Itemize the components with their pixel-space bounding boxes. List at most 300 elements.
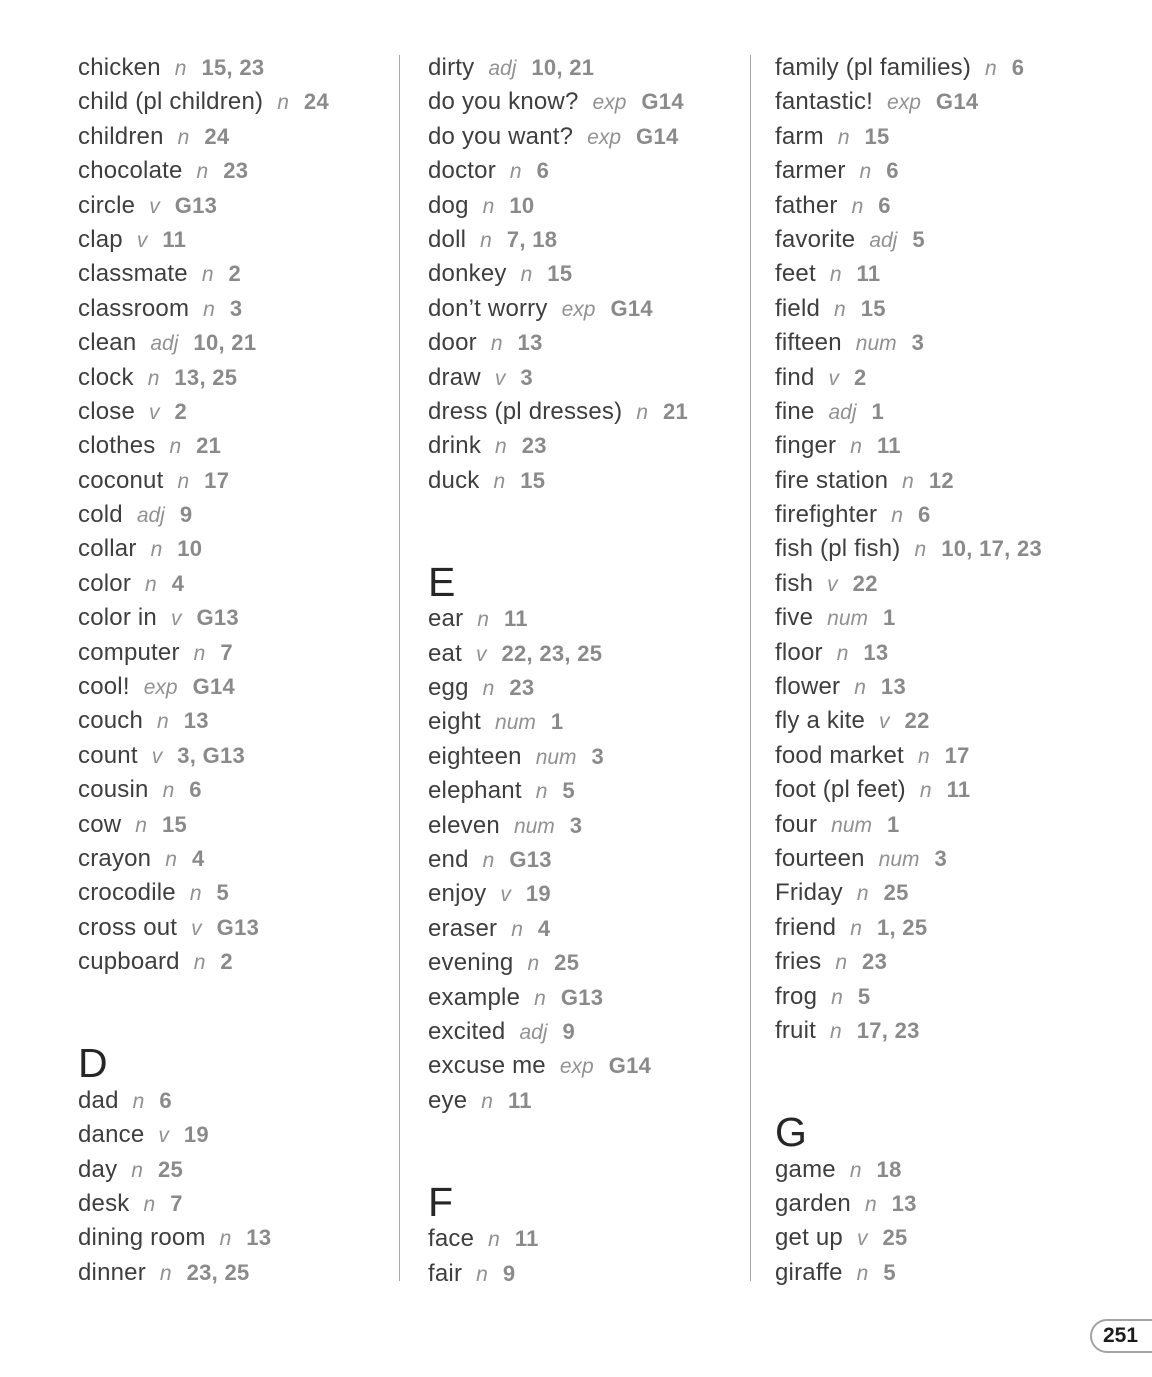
entry-part-of-speech: n [835, 951, 848, 975]
entry-word: door [428, 329, 477, 357]
entry-word: close [78, 397, 136, 425]
entry-part-of-speech: n [165, 847, 177, 871]
page-number: 251 [1103, 1324, 1139, 1347]
entry-part-of-speech: n [145, 572, 157, 596]
entry-word: classmate [78, 260, 188, 288]
entry-page-numbers: 22 [904, 708, 930, 734]
entry-word: cupboard [78, 948, 180, 976]
entry-part-of-speech: n [919, 779, 932, 803]
entry-word: chicken [78, 54, 161, 81]
section-heading-g: G [775, 1108, 807, 1155]
entry-part-of-speech: n [193, 951, 206, 975]
entry-page-numbers: G14 [192, 674, 236, 700]
entry-part-of-speech: v [149, 194, 160, 218]
entry-page-numbers: 5 [883, 1259, 896, 1285]
entry-word: eleven [428, 811, 500, 839]
entry-page-numbers: 18 [876, 1156, 902, 1182]
entry-part-of-speech: n [219, 1227, 232, 1251]
entry-word: garden [775, 1189, 851, 1217]
entry-page-numbers: 3 [520, 364, 533, 390]
entry-part-of-speech: exp [887, 91, 921, 115]
entry-page-numbers: 15, 23 [201, 55, 265, 80]
entry-part-of-speech: v [136, 228, 148, 252]
entry-word: elephant [428, 777, 522, 805]
entry-word: doll [428, 225, 467, 253]
index-entry [78, 154, 400, 188]
entry-page-numbers: G13 [174, 192, 218, 218]
entry-page-numbers: 17, 23 [856, 1017, 920, 1043]
entry-word: farmer [775, 157, 846, 185]
entry-page-numbers: 10, 17, 23 [941, 536, 1043, 562]
index-entry [775, 51, 1150, 85]
index-entry [78, 189, 400, 223]
entry-page-numbers: 6 [917, 502, 931, 528]
entry-part-of-speech: num [495, 711, 536, 735]
entry-page-numbers: 11 [876, 433, 901, 459]
entry-word: excuse me [428, 1052, 546, 1080]
entry-part-of-speech: n [511, 917, 523, 941]
entry-part-of-speech: n [490, 332, 503, 356]
index-entry [775, 636, 1150, 670]
entry-word: eye [428, 1086, 468, 1114]
entry-word: fries [775, 948, 822, 976]
index-entry [428, 843, 750, 877]
entry-part-of-speech: n [495, 435, 507, 459]
index-entry [775, 704, 1150, 738]
entry-part-of-speech: n [837, 125, 850, 149]
index-entry [78, 1221, 400, 1255]
entry-page-numbers: 4 [191, 845, 205, 871]
entry-page-numbers: 23 [223, 158, 249, 184]
entry-page-numbers: 2 [228, 261, 242, 287]
entry-page-numbers: 13 [246, 1225, 272, 1251]
entry-part-of-speech: n [189, 882, 202, 906]
index-entry [775, 223, 1150, 257]
index-entry [428, 223, 750, 257]
index-entry [428, 671, 750, 705]
entry-part-of-speech: n [177, 469, 190, 493]
entry-word: crocodile [78, 879, 176, 907]
entry-word: dinner [78, 1258, 146, 1286]
entry-word: dance [78, 1121, 145, 1149]
entry-word: end [428, 846, 469, 873]
entry-word: chocolate [78, 157, 183, 185]
entry-page-numbers: G14 [608, 1053, 652, 1079]
index-entry [78, 808, 400, 842]
index-entry [775, 1256, 1150, 1290]
entry-part-of-speech: n [482, 194, 495, 218]
entry-word: children [78, 122, 164, 150]
entry-part-of-speech: n [481, 1089, 493, 1113]
entry-page-numbers: 10, 21 [193, 330, 257, 356]
entry-page-numbers: 15 [161, 811, 188, 837]
index-entry [775, 361, 1150, 395]
entry-page-numbers: 3 [934, 845, 948, 871]
entry-part-of-speech: n [147, 366, 160, 390]
entry-page-numbers: 11 [507, 1087, 532, 1113]
entry-part-of-speech: v [151, 744, 163, 768]
entry-word: don’t worry [428, 294, 548, 322]
index-entry [78, 1118, 400, 1152]
entry-part-of-speech: num [827, 607, 869, 631]
entry-page-numbers: 15 [860, 295, 886, 321]
index-entry [428, 464, 750, 498]
entry-page-numbers: 22, 23, 25 [501, 640, 603, 666]
entry-word: clap [78, 225, 123, 253]
index-entry [428, 877, 750, 911]
entry-part-of-speech: n [520, 263, 533, 287]
index-entry [775, 808, 1150, 842]
entry-page-numbers: 3 [229, 295, 243, 321]
entry-page-numbers: 13 [183, 708, 209, 734]
entry-word: dress (pl dresses) [428, 397, 623, 425]
entry-word: example [428, 983, 521, 1011]
section-heading-f: F [428, 1178, 454, 1225]
index-entry [775, 429, 1150, 463]
index-entry [428, 361, 750, 395]
index-entry [775, 1153, 1150, 1187]
index-column-3 [775, 51, 1150, 1290]
entry-page-numbers: 3 [591, 743, 605, 769]
entry-page-numbers: 5 [912, 226, 925, 252]
entry-page-numbers: 1 [871, 398, 885, 424]
entry-page-numbers: 5 [562, 778, 575, 804]
entry-page-numbers: 15 [864, 123, 890, 149]
entry-part-of-speech: n [132, 1089, 145, 1113]
index-entry [775, 1221, 1150, 1255]
entry-word: fish [775, 569, 814, 597]
entry-page-numbers: 3, G13 [177, 742, 246, 768]
entry-part-of-speech: n [854, 676, 866, 700]
entry-word: cross out [78, 913, 178, 941]
index-entry [428, 946, 750, 980]
entry-part-of-speech: num [535, 745, 577, 769]
entry-word: enjoy [428, 880, 487, 908]
entry-page-numbers: 6 [878, 192, 891, 218]
entry-part-of-speech: n [850, 435, 862, 459]
entry-page-numbers: 11 [503, 606, 528, 632]
entry-page-numbers: 6 [1011, 55, 1025, 80]
entry-part-of-speech: adj [828, 400, 857, 424]
entry-part-of-speech: n [201, 263, 214, 287]
entry-page-numbers: 2 [174, 398, 188, 424]
entry-part-of-speech: n [891, 504, 903, 528]
entry-word: frog [775, 982, 818, 1010]
index-entry [428, 51, 750, 85]
entry-word: crayon [78, 844, 152, 872]
entry-page-numbers: 6 [536, 158, 550, 184]
entry-part-of-speech: n [150, 538, 163, 562]
entry-word: eat [428, 639, 462, 667]
entry-part-of-speech: n [159, 1261, 172, 1285]
index-entry [78, 739, 400, 773]
entry-word: fish (pl fish) [775, 535, 901, 563]
index-entry [428, 1257, 750, 1291]
entry-page-numbers: 11 [514, 1226, 539, 1252]
entry-page-numbers: 22 [852, 570, 878, 596]
index-entry [775, 1187, 1150, 1221]
index-entry [775, 945, 1150, 979]
entry-part-of-speech: n [985, 57, 997, 80]
entry-part-of-speech: n [636, 400, 649, 424]
entry-page-numbers: 1, 25 [876, 914, 928, 940]
entry-word: fifteen [775, 329, 842, 357]
entry-word: collar [78, 535, 137, 563]
entry-part-of-speech: v [879, 710, 890, 734]
index-entry [78, 1153, 400, 1187]
entry-page-numbers: G14 [610, 295, 653, 321]
entry-page-numbers: 19 [183, 1122, 209, 1148]
entry-page-numbers: 7, 18 [506, 226, 558, 252]
entry-part-of-speech: n [830, 1019, 842, 1043]
entry-word: fire station [775, 466, 889, 494]
entry-word: floor [775, 638, 823, 666]
entry-part-of-speech: n [856, 1261, 869, 1285]
entry-word: family (pl families) [775, 54, 972, 81]
entry-page-numbers: G13 [216, 914, 260, 940]
index-column-2 [428, 51, 750, 1291]
entry-page-numbers: 4 [171, 570, 185, 596]
entry-word: clock [78, 363, 134, 391]
entry-word: classroom [78, 294, 190, 322]
entry-page-numbers: 5 [857, 983, 871, 1009]
entry-page-numbers: 21 [663, 398, 689, 424]
entry-page-numbers: 24 [204, 123, 230, 149]
entry-page-numbers: 13 [880, 674, 906, 700]
entry-word: giraffe [775, 1258, 843, 1286]
index-entry [775, 326, 1150, 360]
entry-word: fair [428, 1259, 463, 1287]
entry-word: do you want? [428, 122, 574, 150]
index-entry [78, 292, 400, 326]
entry-page-numbers: 13, 25 [174, 364, 238, 390]
entry-part-of-speech: n [196, 160, 209, 184]
entry-page-numbers: 13 [891, 1190, 917, 1216]
entry-part-of-speech: n [493, 469, 506, 493]
entry-word: get up [775, 1224, 843, 1252]
entry-part-of-speech: n [836, 641, 849, 665]
entry-word: eighteen [428, 742, 522, 770]
entry-word: cold [78, 501, 123, 529]
entry-part-of-speech: exp [143, 676, 178, 700]
entry-word: clean [78, 329, 137, 357]
index-entry [78, 120, 400, 154]
entry-part-of-speech: num [878, 847, 920, 871]
entry-word: finger [775, 432, 837, 460]
entry-part-of-speech: n [534, 986, 546, 1010]
entry-part-of-speech: v [494, 366, 506, 390]
entry-part-of-speech: n [851, 194, 864, 218]
entry-part-of-speech: n [177, 125, 190, 149]
index-entry [428, 774, 750, 808]
entry-word: doctor [428, 157, 496, 185]
entry-part-of-speech: n [864, 1192, 877, 1216]
entry-word: desk [78, 1189, 130, 1217]
entry-page-numbers: G14 [636, 123, 679, 149]
entry-word: evening [428, 949, 514, 977]
index-entry [775, 911, 1150, 945]
entry-word: couch [78, 707, 144, 735]
entry-part-of-speech: n [143, 1192, 156, 1216]
entry-part-of-speech: n [902, 469, 914, 493]
entry-word: fourteen [775, 844, 865, 872]
entry-word: firefighter [775, 501, 878, 529]
index-entry [428, 189, 750, 223]
entry-part-of-speech: num [831, 813, 873, 837]
entry-part-of-speech: v [827, 572, 838, 596]
entry-word: computer [78, 638, 180, 666]
entry-word: color [78, 569, 132, 597]
entry-part-of-speech: n [488, 1228, 500, 1252]
entry-page-numbers: 4 [537, 915, 551, 941]
entry-word: fruit [775, 1016, 817, 1044]
index-entry [78, 876, 400, 910]
entry-page-numbers: 6 [159, 1087, 172, 1113]
entry-part-of-speech: n [476, 1262, 488, 1286]
entry-word: five [775, 604, 814, 632]
entry-page-numbers: G13 [509, 847, 552, 872]
index-entry [78, 361, 400, 395]
entry-page-numbers: 11 [856, 261, 881, 287]
entry-word: fly a kite [775, 707, 866, 735]
entry-word: child (pl children) [78, 88, 264, 116]
entry-part-of-speech: n [917, 744, 930, 768]
entry-part-of-speech: n [477, 608, 489, 632]
entry-part-of-speech: n [849, 1158, 862, 1182]
entry-page-numbers: G13 [196, 605, 239, 631]
index-entry [775, 670, 1150, 704]
entry-part-of-speech: adj [869, 228, 898, 252]
entry-page-numbers: 17 [944, 742, 970, 768]
entry-part-of-speech: n [162, 779, 175, 803]
index-entry [775, 189, 1150, 223]
index-entry [428, 1015, 750, 1049]
index-entry [78, 395, 400, 429]
entry-part-of-speech: n [509, 160, 522, 184]
entry-part-of-speech: n [829, 263, 842, 287]
entry-word: circle [78, 191, 136, 219]
entry-page-numbers: 23, 25 [186, 1259, 250, 1285]
index-entry [78, 773, 400, 807]
entry-page-numbers: 11 [946, 777, 971, 803]
entry-word: fantastic! [775, 88, 874, 116]
index-entry [78, 567, 400, 601]
entry-word: dad [78, 1086, 119, 1114]
index-entry [775, 257, 1150, 291]
entry-page-numbers: 11 [162, 226, 187, 252]
index-entry [775, 85, 1150, 119]
index-entry [428, 120, 750, 154]
entry-part-of-speech: n [527, 952, 540, 976]
entry-part-of-speech: exp [587, 125, 622, 149]
entry-page-numbers: 7 [220, 639, 233, 665]
entry-word: color in [78, 604, 157, 632]
entry-part-of-speech: n [193, 641, 206, 665]
index-entry [78, 636, 400, 670]
index-entry [775, 498, 1150, 532]
entry-part-of-speech: exp [559, 1055, 594, 1079]
index-entry [428, 154, 750, 188]
entry-word: feet [775, 260, 816, 288]
index-entry [78, 1256, 400, 1290]
entry-page-numbers: 15 [547, 261, 573, 287]
entry-part-of-speech: v [475, 642, 487, 666]
entry-page-numbers: 6 [189, 777, 202, 803]
index-entry [428, 292, 750, 326]
index-entry [78, 223, 400, 257]
index-entry [775, 532, 1150, 566]
entry-page-numbers: 13 [863, 639, 889, 665]
index-entry [775, 120, 1150, 154]
entry-part-of-speech: v [170, 607, 182, 631]
entry-part-of-speech: n [831, 985, 843, 1009]
entry-part-of-speech: n [135, 813, 147, 837]
entry-word: face [428, 1225, 475, 1253]
entry-page-numbers: 25 [554, 950, 580, 976]
entry-part-of-speech: n [535, 780, 548, 804]
entry-page-numbers: 15 [520, 467, 546, 493]
index-entry [428, 981, 750, 1015]
index-entry [78, 85, 400, 119]
index-entry [78, 842, 400, 876]
index-entry [428, 740, 750, 774]
entry-part-of-speech: adj [136, 504, 165, 528]
entry-page-numbers: 2 [220, 949, 233, 975]
entry-page-numbers: 25 [157, 1156, 184, 1182]
entry-page-numbers: 25 [883, 880, 909, 906]
entry-part-of-speech: n [157, 710, 169, 734]
entry-word: father [775, 191, 838, 219]
index-entry [78, 911, 400, 945]
entry-part-of-speech: n [856, 882, 869, 906]
entry-page-numbers: 6 [886, 158, 899, 184]
index-entry [775, 980, 1150, 1014]
entry-word: dirty [428, 54, 475, 81]
entry-word: four [775, 810, 818, 838]
entry-page-numbers: 10 [177, 536, 203, 562]
entry-word: excited [428, 1017, 506, 1045]
index-entry [428, 257, 750, 291]
entry-page-numbers: 1 [550, 709, 564, 735]
index-entry [78, 429, 400, 463]
index-entry [775, 464, 1150, 498]
column-divider [750, 55, 751, 1281]
index-entry [775, 876, 1150, 910]
entry-page-numbers: 10 [509, 192, 535, 218]
index-entry [775, 154, 1150, 188]
entry-page-numbers: 3 [911, 330, 925, 356]
entry-page-numbers: 1 [887, 811, 900, 837]
section-heading-e: E [428, 558, 456, 605]
index-entry [78, 498, 400, 532]
entry-word: game [775, 1155, 836, 1183]
entry-word: cousin [78, 776, 149, 804]
entry-page-numbers: 10, 21 [531, 55, 595, 80]
page-number-badge [1090, 1319, 1152, 1353]
index-entry [428, 1084, 750, 1118]
entry-word: day [78, 1155, 118, 1183]
index-entry [775, 395, 1150, 429]
index-entry [428, 85, 750, 119]
entry-part-of-speech: v [856, 1227, 868, 1251]
index-entry [428, 1049, 750, 1083]
index-entry [775, 842, 1150, 876]
entry-part-of-speech: v [191, 916, 202, 940]
index-entry [78, 326, 400, 360]
entry-page-numbers: 21 [196, 433, 222, 459]
entry-part-of-speech: n [169, 435, 182, 459]
index-entry [428, 705, 750, 739]
